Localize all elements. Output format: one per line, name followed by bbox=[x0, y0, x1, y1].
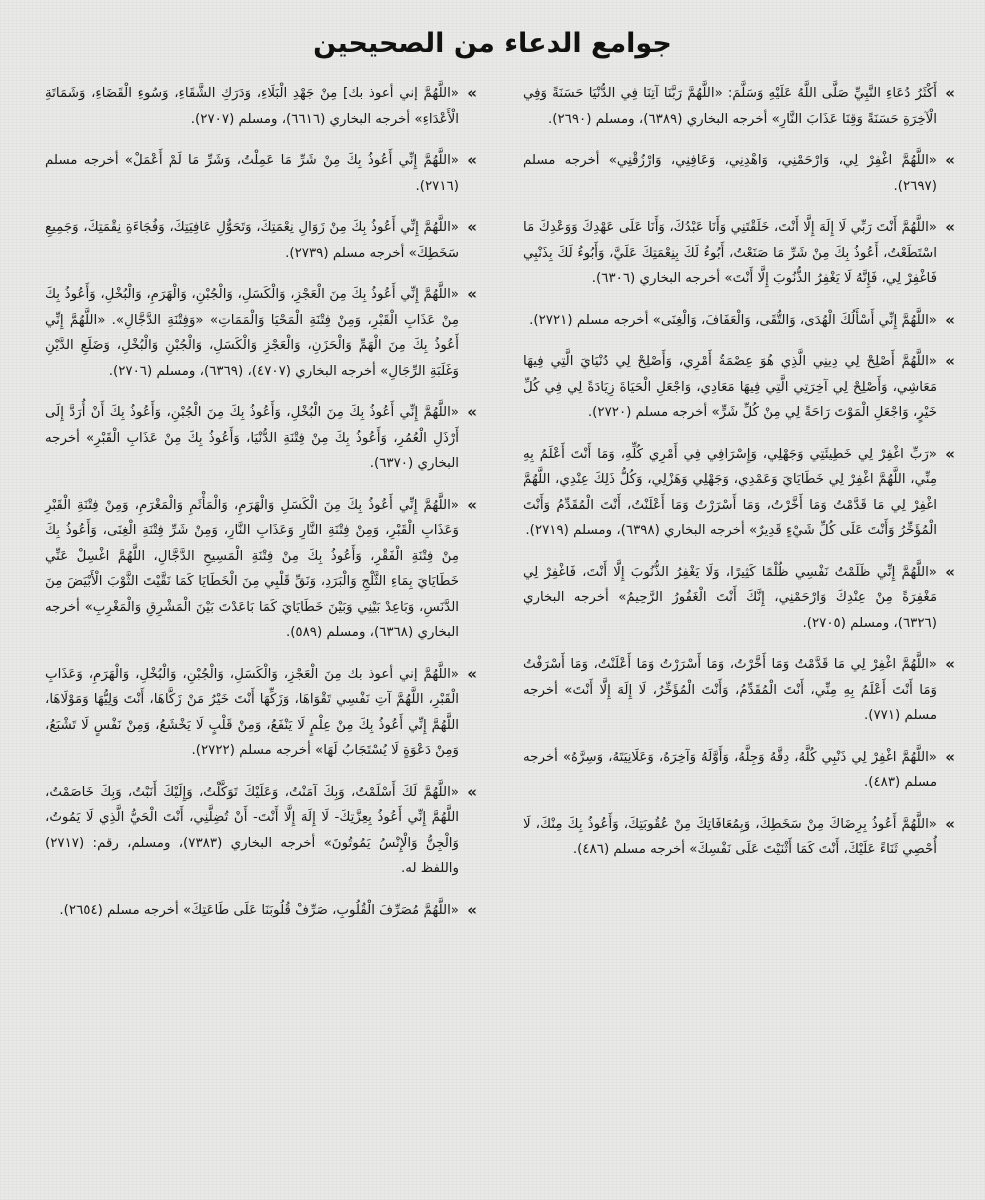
bullet-marker: » bbox=[467, 403, 477, 421]
bullet-marker: » bbox=[467, 218, 477, 236]
dua-text: «اللَّهُمَّ اغْفِرْ لِي، وَارْحَمْنِي، وَاهْدِنِي، وَعَافِنِي، وَارْزُقْنِي» أخرجه مسلم (٢٦٩٧). bbox=[523, 153, 937, 194]
bullet-marker: » bbox=[945, 562, 955, 581]
bullet-marker: » bbox=[467, 900, 477, 919]
dua-text: «اللَّهُمَّ إني أعوذ بك مِنَ الْعَجْزِ، وَالْكَسَلِ، وَالْجُبْنِ، وَالْبُخْلِ، وَالْهَرَمِ، وَعَذَابِ الْقَبْرِ، اللَّهُمَّ آتِ نَفْسِي تَقْوَاهَا، وَزَكِّهَا أَنْتَ خَيْرُ مَنْ زَكَّاهَا، أَنْتَ وَلِيُّهَا وَمَوْلَاهَا، اللَّهُمَّ إِنِّي أَعُوذُ بِكَ مِنْ عِلْمٍ لَا يَنْفَعُ، وَمِنْ قَلْبٍ لَا يَخْشَعُ، وَمِنْ نَفْسٍ لَا تَشْبَعُ، وَمِنْ دَعْوَةٍ لَا يُسْتَجَابُ لَهَا» أخرجه مسلم (٢٧٢٢). bbox=[45, 666, 459, 758]
bullet-marker: » bbox=[467, 285, 477, 303]
dua-item bbox=[523, 745, 955, 796]
dua-item bbox=[45, 148, 477, 199]
page-title: جوامع الدعاء من الصحيحين bbox=[313, 28, 672, 59]
dua-item bbox=[523, 81, 955, 132]
dua-text: «اللَّهُمَّ لَكَ أَسْلَمْتُ، وَبِكَ آمَنْتُ، وَعَلَيْكَ تَوَكَّلْتُ، وَإِلَيْكَ أَنَبْتُ، وَبِكَ خَاصَمْتُ، اللَّهُمَّ إِنِّي أَعُوذُ بِعِزَّتِكَ- لَا إِلَهَ إِلَّا أَنْتَ- أَنْ تُضِلَّنِي، أَنْتَ الْحَيُّ الَّذِي لَا يَمُوتُ، وَالْجِنُّ وَالْإِنْسُ يَمُوتُونَ» أخرجه البخاري (٧٣٨٣)، ومسلم، رقم: (٢٧١٧) واللفظ له. bbox=[45, 784, 459, 876]
bullet-marker: » bbox=[467, 495, 477, 514]
bullet-marker: » bbox=[945, 84, 955, 102]
dua-text: «اللَّهُمَّ إِنِّي أَعُوذُ بِكَ مِنَ الْكَسَلِ وَالْهَرَمِ، وَالْمَأْثَمِ وَالْمَغْرَمِ، وَمِنْ فِتْنَةِ الْقَبْرِ وَعَذَابِ الْقَبْرِ، وَمِنْ فِتْنَةِ النَّارِ وَعَذَابِ النَّارِ، وَمِنْ شَرِّ فِتْنَةِ الْغِنَى، وَأَعُوذُ بِكَ مِنْ فِتْنَةِ الْفَقْرِ، وَأَعُوذُ بِكَ مِنْ فِتْنَةِ الْمَسِيحِ الدَّجَّالِ، اللَّهُمَّ اغْسِلْ عَنِّي خَطَايَايَ بِمَاءِ الثَّلْجِ وَالْبَرَدِ، وَنَقِّ قَلْبِي مِنَ الْخَطَايَا كَمَا نَقَّيْتَ الثَّوْبَ الْأَبْيَضَ مِنَ الدَّنَسِ، وَبَاعِدْ بَيْنِي وَبَيْنَ خَطَايَايَ كَمَا بَاعَدْتَ بَيْنَ الْمَشْرِقِ وَالْمَغْرِبِ» أخرجه البخاري (٦٣٦٨)، ومسلم (٥٨٩). bbox=[45, 497, 459, 640]
dua-item bbox=[45, 493, 477, 646]
dua-item bbox=[45, 215, 477, 266]
bullet-marker: » bbox=[945, 814, 955, 833]
dua-item bbox=[45, 898, 477, 924]
dua-item bbox=[45, 282, 477, 384]
dua-text: أَكْثَرُ دُعَاءِ النَّبِيِّ صَلَّى اللَّهُ عَلَيْهِ وَسَلَّمَ: «اللَّهُمَّ رَبَّنَا آتِنَا فِي الدُّنْيَا حَسَنَةً وَفِي الْآخِرَةِ حَسَنَةً وَقِنَا عَذَابَ النَّارِ» أخرجه البخاري (٦٣٨٩)، ومسلم (٢٦٩٠). bbox=[523, 86, 937, 127]
dua-text: «اللَّهُمَّ إِنِّي أَعُوذُ بِكَ مِنَ الْعَجْزِ، وَالْكَسَلِ، وَالْجُبْنِ، وَالْهَرَمِ، وَالْبُخْلِ، وَأَعُوذُ بِكَ مِنْ عَذَابِ الْقَبْرِ، وَمِنْ فِتْنَةِ الْمَحْيَا وَالْمَمَاتِ» «وَفِتْنَةِ الدَّجَّالِ». «اللَّهُمَّ إِنِّي أَعُوذُ بِكَ مِنَ الْهَمِّ وَالْحَزَنِ، وَالْعَجْزِ وَالْكَسَلِ، وَالْجُبْنِ وَالْبُخْلِ، وَضَلَعِ الدَّيْنِ وَغَلَبَةِ الرِّجَالِ» أخرجه البخاري (٤٧٠٧)، (٦٣٦٩)، ومسلم (٢٧٠٦). bbox=[45, 287, 459, 379]
dua-text: «اللَّهُمَّ إِنِّي أَعُوذُ بِكَ مِنْ زَوَالِ نِعْمَتِكَ، وَتَحَوُّلِ عَافِيَتِكَ، وَفُجَاءَةِ نِقْمَتِكَ، وَجَمِيعِ سَخَطِكَ» أخرجه مسلم (٢٧٣٩). bbox=[45, 220, 459, 261]
bullet-marker: » bbox=[945, 310, 955, 329]
bullet-marker: » bbox=[945, 352, 955, 370]
bullet-marker: » bbox=[945, 444, 955, 463]
dua-text: «اللَّهُمَّ إِنِّي ظَلَمْتُ نَفْسِي ظُلْمًا كَثِيرًا، وَلَا يَغْفِرُ الذُّنُوبَ إِلَّا أَنْتَ، فَاغْفِرْ لِي مَغْفِرَةً مِنْ عِنْدِكَ وَارْحَمْنِي، إِنَّكَ أَنْتَ الْغَفُورُ الرَّحِيمُ» أخرجه البخاري (٦٣٢٦)، ومسلم (٢٧٠٥). bbox=[523, 564, 937, 631]
bullet-marker: » bbox=[945, 151, 955, 169]
dua-text: «اللَّهُمَّ اغْفِرْ لِي ذَنْبِي كُلَّهُ، دِقَّهُ وَجِلَّهُ، وَأَوَّلَهُ وَآخِرَهُ، وَعَلَانِيَتَهُ، وَسِرَّهُ» أخرجه مسلم (٤٨٣). bbox=[523, 749, 937, 790]
dua-item bbox=[45, 400, 477, 477]
dua-item bbox=[523, 148, 955, 199]
dua-item bbox=[45, 81, 477, 132]
dua-item bbox=[45, 662, 477, 764]
dua-item bbox=[523, 812, 955, 863]
dua-item bbox=[45, 780, 477, 882]
dua-text: «اللَّهُمَّ مُصَرِّفَ الْقُلُوبِ، صَرِّفْ قُلُوبَنَا عَلَى طَاعَتِكَ» أخرجه مسلم (٢٦٥٤). bbox=[59, 902, 459, 918]
bullet-marker: » bbox=[945, 747, 955, 766]
dua-text: «اللَّهُمَّ أَعُوذُ بِرِضَاكَ مِنْ سَخَطِكَ، وَبِمُعَافَاتِكَ مِنْ عُقُوبَتِكَ، وَأَعُوذُ بِكَ مِنْكَ، لَا أُحْصِي ثَنَاءً عَلَيْكَ، أَنْتَ كَمَا أَثْنَيْتَ عَلَى نَفْسِكَ» أخرجه مسلم (٤٨٦). bbox=[523, 816, 937, 857]
dua-item bbox=[523, 442, 955, 544]
left-column bbox=[45, 81, 477, 939]
bullet-marker: » bbox=[467, 664, 477, 683]
dua-text: «اللَّهُمَّ أَصْلِحْ لِي دِينِي الَّذِي هُوَ عِصْمَةُ أَمْرِي، وَأَصْلِحْ لِي دُنْيَايَ الَّتِي فِيهَا مَعَاشِي، وَأَصْلِحْ لِي آخِرَتِي الَّتِي فِيهَا مَعَادِي، وَاجْعَلِ الْحَيَاةَ زِيَادَةً لِي فِي كُلِّ خَيْرٍ، وَاجْعَلِ الْمَوْتَ رَاحَةً لِي مِنْ كُلِّ شَرٍّ» أخرجه مسلم (٢٧٢٠). bbox=[523, 354, 937, 420]
dua-text: «اللَّهُمَّ أَنْتَ رَبِّي لَا إِلَهَ إِلَّا أَنْتَ، خَلَقْتَنِي وَأَنَا عَبْدُكَ، وَأَنَا عَلَى عَهْدِكَ وَوَعْدِكَ مَا اسْتَطَعْتُ، أَعُوذُ بِكَ مِنْ شَرِّ مَا صَنَعْتُ، أَبُوءُ لَكَ بِنِعْمَتِكَ عَلَيَّ، وَأَبُوءُ لَكَ بِذَنْبِي فَاغْفِرْ لِي، فَإِنَّهُ لَا يَغْفِرُ الذُّنُوبَ إِلَّا أَنْتَ» أخرجه البخاري (٦٣٠٦). bbox=[523, 220, 937, 286]
bullet-marker: » bbox=[945, 655, 955, 673]
dua-text: «اللَّهُمَّ إِنِّي أَعُوذُ بِكَ مِنَ الْبُخْلِ، وَأَعُوذُ بِكَ مِنَ الْجُبْنِ، وَأَعُوذُ بِكَ أَنْ أُرَدَّ إِلَى أَرْذَلِ الْعُمُرِ، وَأَعُوذُ بِكَ مِنْ فِتْنَةِ الدُّنْيَا، وَأَعُوذُ بِكَ مِنْ عَذَابِ الْقَبْرِ» أخرجه البخاري (٦٣٧٠). bbox=[45, 405, 459, 471]
dua-text: «اللَّهُمَّ اغْفِرْ لِي مَا قَدَّمْتُ وَمَا أَخَّرْتُ، وَمَا أَسْرَرْتُ وَمَا أَعْلَنْتُ، وَمَا أَسْرَفْتُ وَمَا أَنْتَ أَعْلَمُ بِهِ مِنِّي، أَنْتَ الْمُقَدِّمُ، وَأَنْتَ الْمُؤَخِّرُ، لَا إِلَهَ إِلَّا أَنْتَ» أخرجه مسلم (٧٧١). bbox=[523, 657, 937, 723]
bullet-marker: » bbox=[945, 218, 955, 236]
bullet-marker: » bbox=[467, 782, 477, 801]
dua-item bbox=[523, 560, 955, 637]
bullet-marker: » bbox=[467, 84, 477, 102]
right-column bbox=[523, 81, 955, 939]
dua-text: «رَبِّ اغْفِرْ لِي خَطِيئَتِي وَجَهْلِي، وَإِسْرَافِي فِي أَمْرِي كُلِّهِ، وَمَا أَنْتَ أَعْلَمُ بِهِ مِنِّي، اللَّهُمَّ اغْفِرْ لِي خَطَايَايَ وَعَمْدِي، وَجَهْلِي وَهَزْلِي، وَكُلُّ ذَلِكَ عِنْدِي، اللَّهُمَّ اغْفِرْ لِي مَا قَدَّمْتُ وَمَا أَخَّرْتُ، وَمَا أَسْرَرْتُ وَمَا أَعْلَنْتُ، أَنْتَ الْمُقَدِّمُ وَأَنْتَ الْمُؤَخِّرُ وَأَنْتَ عَلَى كُلِّ شَيْءٍ قَدِيرٌ» أخرجه البخاري (٦٣٩٨)، ومسلم (٢٧١٩). bbox=[523, 446, 937, 538]
dua-text: «اللَّهُمَّ إِنِّي أَعُوذُ بِكَ مِنْ شَرِّ مَا عَمِلْتُ، وَشَرِّ مَا لَمْ أَعْمَلْ» أخرجه مسلم (٢٧١٦). bbox=[45, 153, 459, 194]
dua-item bbox=[523, 349, 955, 426]
dua-item bbox=[523, 215, 955, 292]
bullet-marker: » bbox=[467, 151, 477, 169]
columns-container bbox=[30, 81, 955, 939]
dua-text: «اللَّهُمَّ إِنِّي أَسْأَلُكَ الْهُدَى، وَالتُّقَى، وَالْعَفَافَ، وَالْغِنَى» أخرجه مسلم (٢٧٢١). bbox=[529, 312, 937, 328]
dua-item bbox=[523, 652, 955, 729]
dua-item bbox=[523, 308, 955, 334]
dua-text: «اللَّهُمَّ إني أعوذ بك] مِنْ جَهْدِ الْبَلَاءِ، وَدَرَكِ الشَّقَاءِ، وَسُوءِ الْقَضَاءِ، وَشَمَاتَةِ الْأَعْدَاءِ» أخرجه البخاري (٦٦١٦)، ومسلم (٢٧٠٧). bbox=[45, 86, 459, 127]
